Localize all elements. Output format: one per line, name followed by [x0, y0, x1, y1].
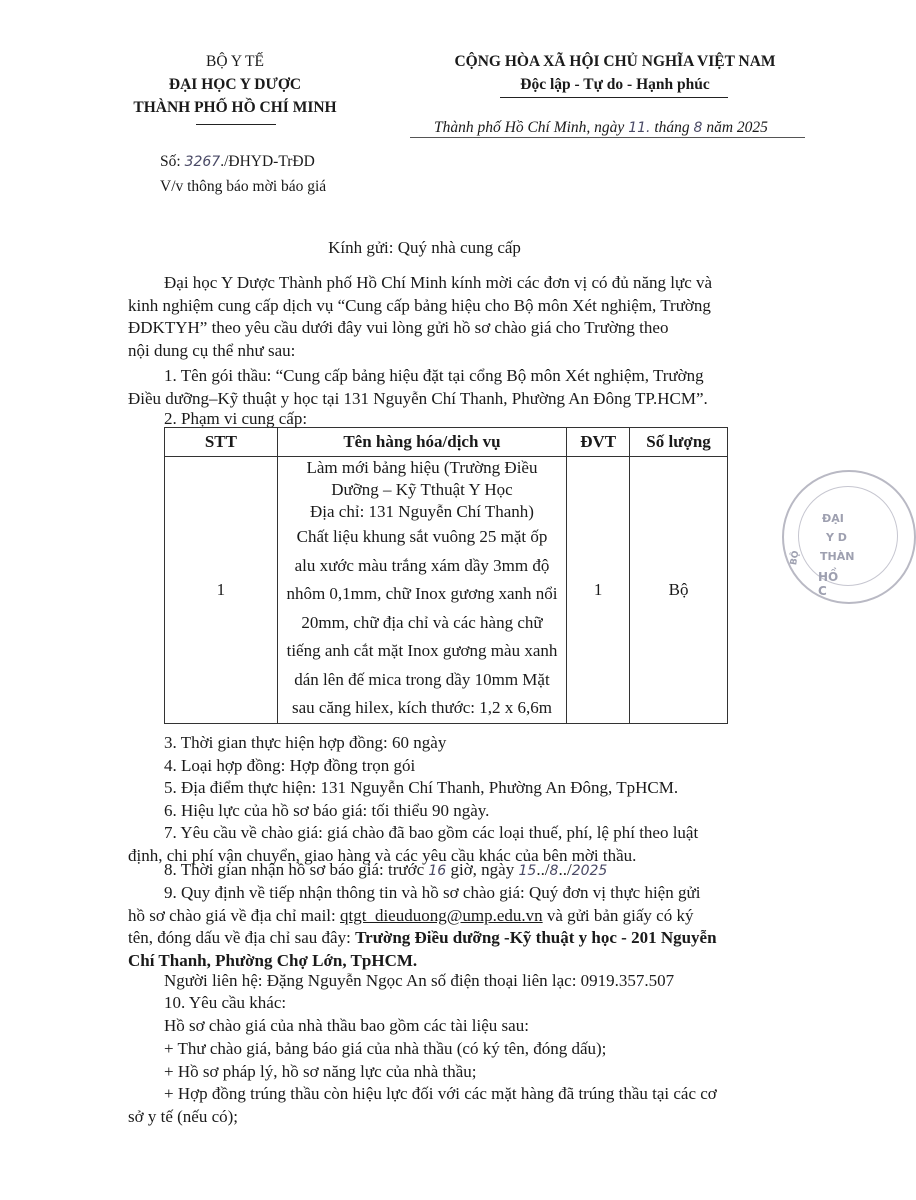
documents-list [164, 1038, 606, 1083]
handwritten-doc-number: 3267 [184, 154, 221, 170]
salutation: Kính gửi: Quý nhà cung cấp [328, 238, 521, 257]
handwritten-hour: 16 [428, 863, 447, 879]
intro-line: nội dung cụ thể như sau: [128, 340, 296, 360]
item-8: 8. Thời gian nhận hồ sơ báo giá: trước 16 giờ, ngày 15../8../2025 [164, 860, 608, 879]
handwritten-month: 8 [549, 863, 559, 879]
stamp-text: Y D [826, 531, 847, 544]
table-header-row [165, 428, 728, 457]
handwritten-day: 11. [628, 120, 651, 136]
header-unit: ĐVT [567, 428, 630, 457]
national-motto: Độc lập - Tự do - Hạnh phúc [520, 76, 710, 93]
subject-line: V/v thông báo mời báo giá [160, 178, 327, 195]
header-item-name: Tên hàng hóa/dịch vụ [277, 428, 566, 457]
header-stt: STT [165, 428, 278, 457]
stamp-text: HỒ C [818, 570, 839, 598]
list-item: + Thư chào giá, bảng báo giá của nhà thầu (có ký tên, đóng dấu); [164, 1039, 607, 1058]
item-2: 2. Phạm vi cung cấp: [164, 409, 308, 428]
intro-paragraph [128, 272, 828, 362]
list-item: 3. Thời gian thực hiện hợp đồng: 60 ngày [164, 733, 447, 752]
email-link[interactable]: qtgt_dieuduong@ump.edu.vn [340, 905, 543, 925]
doc-number: Số: 3267./ĐHYD-TrĐD [160, 153, 315, 170]
intro-line: ĐDKTYH” theo yêu cầu dưới đây vui lòng gửi hồ sơ chào giá cho Trường theo [128, 318, 669, 337]
list-item: 4. Loại hợp đồng: Hợp đồng trọn gói [164, 755, 416, 775]
list-item: 6. Hiệu lực của hồ sơ báo giá: tối thiểu 90 ngày. [164, 800, 490, 820]
item-1: 1. Tên gói thầu: “Cung cấp bảng hiệu đặt tại cổng Bộ môn Xét nghiệm, Trường Điều dưỡng–Kỹ thuật y học tại 131 Nguyễn Chí Thanh, Phường An Đông TP.HCM”. [128, 366, 708, 408]
city-name: THÀNH PHỐ HỒ CHÍ MINH [133, 99, 337, 116]
university-name: ĐẠI HỌC Y DƯỢC [168, 76, 302, 93]
item-7: 7. Yêu cầu về chào giá: giá chào đã bao gồm các loại thuế, phí, lệ phí theo luật định, chi phí vận chuyển, giao hàng và các yêu cầu khác của bên mời thầu. [128, 823, 699, 865]
ministry-name: BỘ Y TẾ [206, 53, 264, 70]
org-underline [196, 124, 276, 125]
item-10: 10. Yêu cầu khác: [164, 993, 287, 1012]
cell-description: Làm mới bảng hiệu (Trường Điều Dưỡng – Kỹ Tthuật Y Học Địa chỉ: 131 Nguyễn Chí Thanh) Chất liệu khung sắt vuông 25 mặt ốp alu xước màu trắng xám dầy 3mm độ nhôm 0,1mm, chữ Inox gương xanh nổi 20mm, chữ địa chỉ và các hàng chữ tiếng anh cắt mặt Inox gương màu xanh dán lên đế mica trong dầy 10mm Mặt sau căng hilex, kích thước: 1,2 x 6,6m [277, 457, 566, 724]
intro-line: Đại học Y Dược Thành phố Hồ Chí Minh kính mời các đơn vị có đủ năng lực và [164, 273, 713, 292]
intro-line: kinh nghiệm cung cấp dịch vụ “Cung cấp bảng hiệu cho Bộ môn Xét nghiệm, Trường [128, 295, 711, 315]
handwritten-day: 15 [518, 863, 537, 879]
list-item: 5. Địa điểm thực hiện: 131 Nguyễn Chí Thanh, Phường An Đông, TpHCM. [164, 778, 679, 797]
table-row [165, 457, 728, 724]
cell-unit: Bộ [630, 457, 728, 724]
documents-intro: Hồ sơ chào giá của nhà thầu bao gồm các tài liệu sau: [164, 1016, 529, 1035]
stamp-text: THÀN [820, 550, 855, 563]
contact-line: Người liên hệ: Đặng Nguyễn Ngọc An số điện thoại liên lạc: 0919.357.507 [164, 971, 675, 990]
cell-unit-qty: 1 [567, 457, 630, 724]
date-underline [410, 137, 805, 138]
country-title: CỘNG HÒA XÃ HỘI CHỦ NGHĨA VIỆT NAM [454, 53, 776, 70]
cell-stt: 1 [165, 457, 278, 724]
item-9: 9. Quy định về tiếp nhận thông tin và hồ sơ chào giá: Quý đơn vị thực hiện gửi hồ sơ chào giá về địa chỉ mail: qtgt_dieuduong@ump.edu.vn và gửi bản giấy có ký tên, đóng dấu về địa chỉ sau đây: Trường Điều dưỡng -Kỹ thuật y học - 201 Nguyễn Chí Thanh, Phường Chợ Lớn, TpHCM. [128, 883, 717, 970]
motto-underline [500, 97, 728, 98]
stamp-text: ĐẠI [822, 512, 844, 525]
handwritten-year: 2025 [571, 863, 608, 879]
handwritten-month: 8 [693, 120, 703, 136]
header-quantity: Số lượng [630, 428, 728, 457]
scope-table [164, 427, 728, 724]
items-3-6 [164, 732, 828, 822]
last-item: + Hợp đồng trúng thầu còn hiệu lực đối với các mặt hàng đã trúng thầu tại các cơ sở y tế (nếu có); [128, 1084, 717, 1126]
date-line: Thành phố Hồ Chí Minh, ngày 11. tháng 8 năm 2025 [434, 119, 768, 136]
list-item: + Hồ sơ pháp lý, hồ sơ năng lực của nhà thầu; [164, 1061, 477, 1081]
stamp-text: BỘ [789, 549, 802, 567]
org-block [100, 50, 370, 119]
